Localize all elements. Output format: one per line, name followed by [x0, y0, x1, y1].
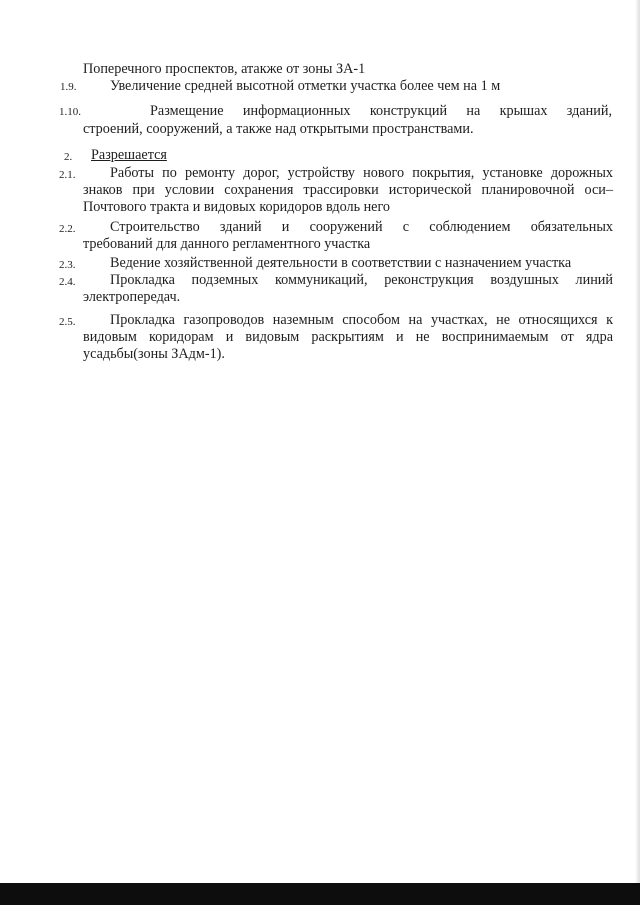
text-line: Строительство зданий и сооружений с соблюдением обязательных	[110, 219, 613, 235]
item-number: 1.9.	[60, 81, 77, 93]
text-line: Работы по ремонту дорог, устройству нового покрытия, установке дорожных	[110, 165, 613, 181]
item-number: 2.	[64, 151, 73, 163]
section-heading: Разрешается	[91, 147, 167, 163]
text-line: усадьбы(зоны ЗАдм-1).	[83, 346, 225, 362]
item-number: 1.10.	[59, 106, 81, 118]
text-line: видовым коридорам и видовым раскрытиям и не воспринимаемым от ядра	[83, 329, 613, 345]
text-line: Почтового тракта и видовых коридоров вдоль него	[83, 199, 391, 215]
scan-edge-shadow	[635, 0, 640, 905]
item-number: 2.1.	[59, 169, 76, 181]
text-line: строений, сооружений, а также над открытыми пространствами.	[83, 121, 474, 137]
item-number: 2.2.	[59, 223, 76, 235]
text-line: знаков при условии сохранения трассировки исторической планировочной оси–	[83, 182, 613, 198]
text-line: требований для данного регламентного участка	[83, 236, 371, 252]
text-line: Размещение информационных конструкций на крышах зданий,	[150, 103, 612, 119]
text-line: Увеличение средней высотной отметки участка более чем на 1 м	[110, 78, 501, 94]
item-number: 2.3.	[59, 259, 76, 271]
text-line: Ведение хозяйственной деятельности в соответствии с назначением участка	[110, 255, 572, 271]
text-line: электропередач.	[83, 289, 181, 305]
item-number: 2.5.	[59, 316, 76, 328]
text-line: Поперечного проспектов, атакже от зоны ЗА-1	[83, 61, 366, 77]
scan-bottom-border	[0, 883, 640, 905]
text-line: Прокладка подземных коммуникаций, реконструкция воздушных линий	[110, 272, 613, 288]
text-line: Прокладка газопроводов наземным способом на участках, не относящихся к	[110, 312, 613, 328]
item-number: 2.4.	[59, 276, 76, 288]
